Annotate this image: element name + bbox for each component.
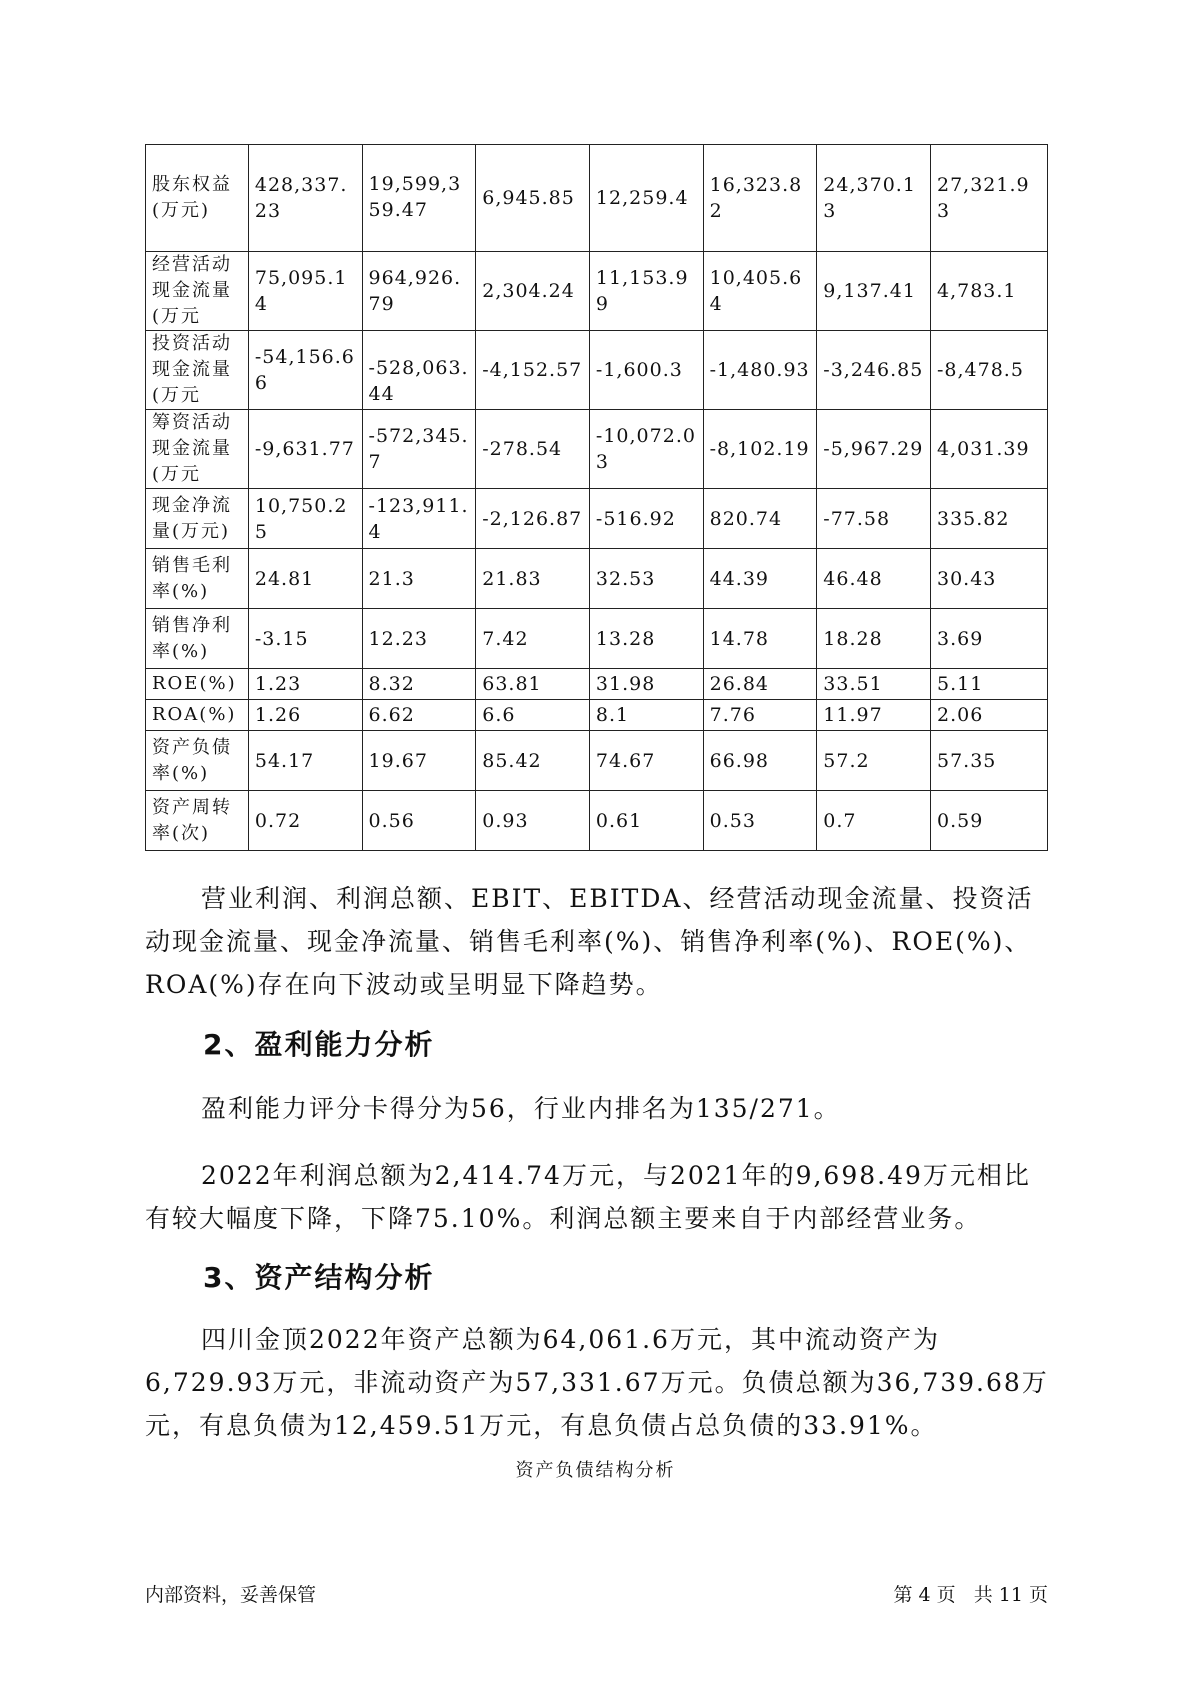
table-cell: -4,152.57 — [476, 331, 590, 410]
table-cell: 0.72 — [248, 791, 362, 851]
table-cell: 2.06 — [930, 700, 1047, 731]
table-cell: -2,126.87 — [476, 489, 590, 549]
table-cell: -516.92 — [589, 489, 703, 549]
table-cell: 21.3 — [362, 549, 476, 609]
table-cell: 1.23 — [248, 669, 362, 700]
table-row — [146, 145, 1048, 252]
row-label: 经营活动现金流量(万元 — [146, 252, 249, 331]
table-cell: 10,750.25 — [248, 489, 362, 549]
table-cell: 0.61 — [589, 791, 703, 851]
table-row — [146, 549, 1048, 609]
table-cell: 0.59 — [930, 791, 1047, 851]
profit-text: 2022年利润总额为2,414.74万元，与2021年的9,698.49万元相比有较大幅度下降，下降75.10%。利润总额主要来自于内部经营业务。 — [145, 1161, 1031, 1233]
score-text: 盈利能力评分卡得分为56，行业内排名为135/271。 — [201, 1094, 841, 1123]
table-cell: 16,323.82 — [703, 145, 817, 252]
row-label: 现金净流量(万元) — [146, 489, 249, 549]
table-cell: 31.98 — [589, 669, 703, 700]
table-cell: 9,137.41 — [817, 252, 931, 331]
table-cell: 75,095.14 — [248, 252, 362, 331]
row-label: 资产周转率(次) — [146, 791, 249, 851]
table-cell: 57.2 — [817, 731, 931, 791]
table-cell: 820.74 — [703, 489, 817, 549]
table-cell: -123,911.4 — [362, 489, 476, 549]
table-cell: -54,156.66 — [248, 331, 362, 410]
table-cell: 13.28 — [589, 609, 703, 669]
table-row — [146, 700, 1048, 731]
financial-indicators-table — [145, 144, 1048, 851]
row-label: 销售净利率(%) — [146, 609, 249, 669]
table-cell: 4,783.1 — [930, 252, 1047, 331]
row-label: ROA(%) — [146, 700, 249, 731]
table-cell: 2,304.24 — [476, 252, 590, 331]
section-heading-profitability: 2、盈利能力分析 — [203, 1028, 435, 1061]
table-cell: -3.15 — [248, 609, 362, 669]
table-cell: 11,153.99 — [589, 252, 703, 331]
footer-confidential-note: 内部资料，妥善保管 — [145, 1584, 317, 1606]
table-cell: -528,063.44 — [362, 331, 476, 410]
figure-caption: 资产负债结构分析 — [515, 1460, 676, 1481]
assets-paragraph — [145, 1318, 1050, 1447]
table-cell: -3,246.85 — [817, 331, 931, 410]
table-cell: 19,599,359.47 — [362, 145, 476, 252]
table-cell: 3.69 — [930, 609, 1047, 669]
footer-page-number: 第 4 页 共 11 页 — [893, 1584, 1048, 1606]
table-row — [146, 252, 1048, 331]
assets-text: 四川金顶2022年资产总额为64,061.6万元，其中流动资产为6,729.93万元，非流动资产为57,331.67万元。负债总额为36,739.68万元，有息负债为12,459.51万元，有息负债占总负债的33.91%。 — [145, 1325, 1049, 1440]
table-cell: 85.42 — [476, 731, 590, 791]
table-cell: 44.39 — [703, 549, 817, 609]
table-cell: 10,405.64 — [703, 252, 817, 331]
table-cell: -8,478.5 — [930, 331, 1047, 410]
table-cell: 0.93 — [476, 791, 590, 851]
table-cell: 63.81 — [476, 669, 590, 700]
table-cell: 6.6 — [476, 700, 590, 731]
row-label: ROE(%) — [146, 669, 249, 700]
table-row — [146, 489, 1048, 549]
table-cell: 7.42 — [476, 609, 590, 669]
table-cell: 7.76 — [703, 700, 817, 731]
table-cell: -10,072.03 — [589, 410, 703, 489]
table-cell: 12,259.4 — [589, 145, 703, 252]
table-cell: 8.32 — [362, 669, 476, 700]
table-cell: -1,480.93 — [703, 331, 817, 410]
table-cell: -278.54 — [476, 410, 590, 489]
row-label: 销售毛利率(%) — [146, 549, 249, 609]
table-row — [146, 669, 1048, 700]
table-row — [146, 410, 1048, 489]
table-cell: -77.58 — [817, 489, 931, 549]
table-cell: 24.81 — [248, 549, 362, 609]
table-row — [146, 609, 1048, 669]
table-cell: -5,967.29 — [817, 410, 931, 489]
row-label: 筹资活动现金流量(万元 — [146, 410, 249, 489]
table-cell: 19.67 — [362, 731, 476, 791]
table-cell: 27,321.93 — [930, 145, 1047, 252]
table-row — [146, 791, 1048, 851]
table-cell: 30.43 — [930, 549, 1047, 609]
row-label: 投资活动现金流量(万元 — [146, 331, 249, 410]
table-cell: -1,600.3 — [589, 331, 703, 410]
table-cell: 0.7 — [817, 791, 931, 851]
table-cell: 5.11 — [930, 669, 1047, 700]
table-cell: 54.17 — [248, 731, 362, 791]
table-cell: 428,337.23 — [248, 145, 362, 252]
row-label: 资产负债率(%) — [146, 731, 249, 791]
section-heading-asset-structure: 3、资产结构分析 — [203, 1261, 435, 1294]
table-cell: 4,031.39 — [930, 410, 1047, 489]
score-paragraph — [145, 1087, 1050, 1130]
table-cell: 8.1 — [589, 700, 703, 731]
trend-paragraph — [145, 877, 1050, 1006]
table-cell: 66.98 — [703, 731, 817, 791]
table-cell: 6.62 — [362, 700, 476, 731]
table-cell: 335.82 — [930, 489, 1047, 549]
table-cell: 24,370.13 — [817, 145, 931, 252]
table-cell: 32.53 — [589, 549, 703, 609]
table-cell: 11.97 — [817, 700, 931, 731]
table-cell: -572,345.7 — [362, 410, 476, 489]
row-label: 股东权益(万元) — [146, 145, 249, 252]
table-cell: 18.28 — [817, 609, 931, 669]
table-cell: 14.78 — [703, 609, 817, 669]
profit-paragraph — [145, 1154, 1050, 1240]
table-cell: 12.23 — [362, 609, 476, 669]
table-cell: 964,926.79 — [362, 252, 476, 331]
table-cell: -9,631.77 — [248, 410, 362, 489]
table-cell: 57.35 — [930, 731, 1047, 791]
table-cell: 1.26 — [248, 700, 362, 731]
table-cell: 74.67 — [589, 731, 703, 791]
table-cell: 0.56 — [362, 791, 476, 851]
table-cell: 46.48 — [817, 549, 931, 609]
table-cell: 26.84 — [703, 669, 817, 700]
table-cell: -8,102.19 — [703, 410, 817, 489]
table-row — [146, 331, 1048, 410]
table-cell: 0.53 — [703, 791, 817, 851]
table-row — [146, 731, 1048, 791]
table-cell: 21.83 — [476, 549, 590, 609]
table-cell: 6,945.85 — [476, 145, 590, 252]
trend-text: 营业利润、利润总额、EBIT、EBITDA、经营活动现金流量、投资活动现金流量、现金净流量、销售毛利率(%)、销售净利率(%)、ROE(%)、ROA(%)存在向下波动或呈明显下降趋势。 — [145, 884, 1034, 999]
table-cell: 33.51 — [817, 669, 931, 700]
